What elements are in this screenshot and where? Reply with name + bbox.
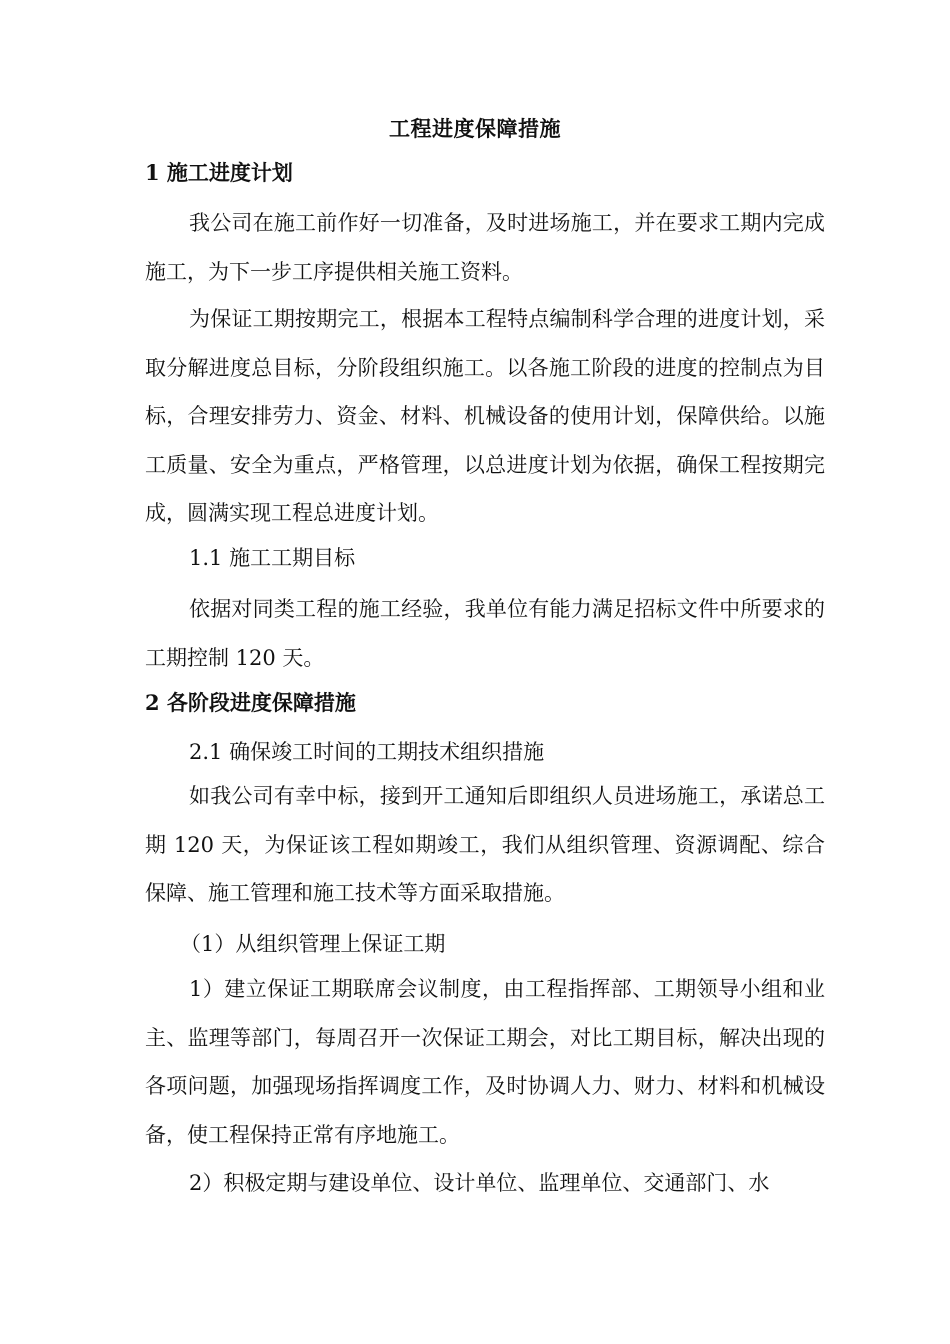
section-1-heading: 1 施工进度计划 — [145, 160, 293, 185]
paragraph-1: 我公司在施工前作好一切准备，及时进场施工，并在要求工期内完成施工，为下一步工序提供相关施工资料。 — [145, 211, 825, 284]
list-item-1-heading: （1）从组织管理上保证工期 — [180, 932, 446, 956]
document-title: 工程进度保障措施 — [389, 116, 561, 141]
subsection-1-1-heading: 1.1 施工工期目标 — [189, 546, 356, 570]
paragraph-5: 1）建立保证工期联席会议制度，由工程指挥部、工期领导小组和业主、监理等部门，每周召开一次保证工期会，对比工期目标，解决出现的各项问题，加强现场指挥调度工作，及时协调人力、财力、材料和机械设备，使工程保持正常有序地施工。 — [145, 977, 825, 1147]
paragraph-2: 为保证工期按期完工，根据本工程特点编制科学合理的进度计划，采取分解进度总目标，分阶段组织施工。以各施工阶段的进度的控制点为目标，合理安排劳力、资金、材料、机械设备的使用计划，保障供给。以施工质量、安全为重点，严格管理，以总进度计划为依据，确保工程按期完成，圆满实现工程总进度计划。 — [145, 307, 825, 525]
paragraph-3: 依据对同类工程的施工经验，我单位有能力满足招标文件中所要求的工期控制 120 天。 — [145, 597, 825, 670]
paragraph-6: 2）积极定期与建设单位、设计单位、监理单位、交通部门、水 — [189, 1171, 770, 1195]
section-2-heading: 2 各阶段进度保障措施 — [145, 690, 356, 715]
subsection-2-1-heading: 2.1 确保竣工时间的工期技术组织措施 — [189, 740, 545, 764]
paragraph-4: 如我公司有幸中标，接到开工通知后即组织人员进场施工，承诺总工期 120 天，为保证该工程如期竣工，我们从组织管理、资源调配、综合保障、施工管理和施工技术等方面采取措施。 — [145, 784, 825, 905]
